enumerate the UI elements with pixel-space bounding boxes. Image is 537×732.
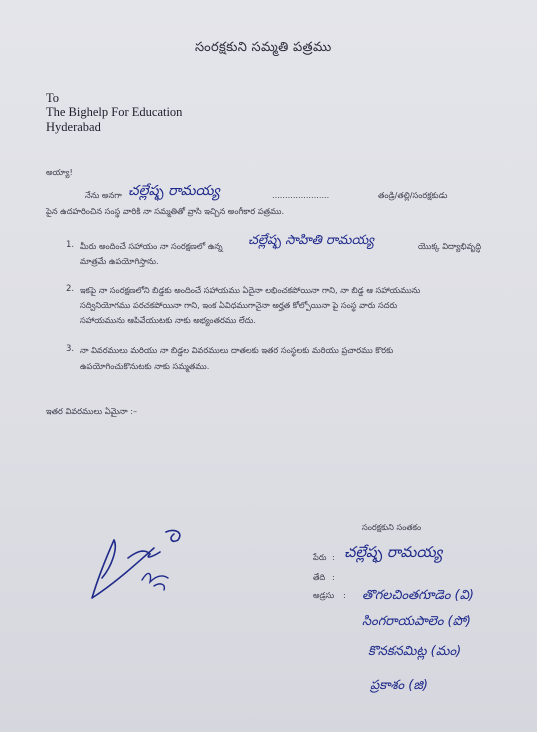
intro-prefix: నేను అనగా (85, 190, 122, 200)
intro-name-handwritten: చల్లేష్ఫ రామయ్య (128, 183, 220, 199)
document-title: సంరక్షకుని సమ్మతి పత్రము (195, 40, 332, 55)
address-line-1-handwritten: తొగలచింతగూడెం (వి) (362, 588, 474, 603)
address-line-2-handwritten: సింగరాయపాలెం (పో) (362, 614, 471, 629)
address-label: అడ్రసు (313, 590, 335, 600)
intro-suffix: తండ్రి/తల్లి/సంరక్షకుడు (378, 190, 448, 200)
point-1-line-1-suffix: యొక్క విద్యాభివృద్ధి (418, 241, 482, 251)
point-1-number: 1. (66, 240, 75, 250)
address-colon: : (343, 590, 346, 600)
date-label: తేది (313, 572, 326, 582)
recipient-org-name: The Bighelp For Education (46, 105, 183, 119)
point-2-line-1: ఇకపై నా సంరక్షణలోని బిడ్డకు అందించే సహాయము ఏదైనా లభించకపోయినా గాని, నా బిడ్డ ఆ సహాయమును (80, 285, 421, 295)
name-value-handwritten: చల్లేష్ఫ రామయ్య (344, 543, 443, 561)
name-colon: : (332, 552, 335, 562)
point-1-line-1-prefix: మీరు అందించే సహాయం నా సంరక్షణలో ఉన్న (80, 241, 223, 251)
recipient-city: Hyderabad (46, 120, 101, 134)
guardian-signature-label: సంరక్షకుని సంతకం (362, 522, 422, 532)
address-line-3-handwritten: కొనకనమిట్ల (మం) (368, 644, 462, 659)
point-1-child-name-handwritten: చల్లేష్ఫ సాహితి రామయ్య (248, 233, 374, 248)
point-3-line-2: ఉపయోగించుకొనుటకు నాకు సమ్మతము. (80, 361, 210, 371)
recipient-to-label: To (46, 91, 60, 105)
other-details-label: ఇతర వివరములు ఏమైనా :– (46, 406, 138, 416)
point-2-line-2: సద్వినియోగము పరచకపోయినా గాని, ఇంక ఏవిధముగానైనా అర్హత కోల్పోయినా పై సంస్థ వారు సదరు (80, 300, 398, 310)
point-1-line-2: మాత్రమే ఉపయోగిస్తాను. (80, 256, 159, 266)
salutation: అయ్యా! (46, 167, 73, 177)
point-2-line-3: సహాయమును ఆపివేయుటకు నాకు అభ్యంతరము లేదు. (80, 315, 256, 325)
point-2-number: 2. (66, 284, 75, 294)
intro-dots: ...................... (272, 190, 330, 200)
point-3-line-1: నా వివరములు మరియు నా బిడ్డల వివరములు దాతలకు ఇతర సంస్థలకు మరియు ప్రచారము కొరకు (80, 345, 394, 355)
address-line-4-handwritten: ప్రకాశం (జి) (370, 678, 428, 693)
intro-line-2: పైన ఉదహరించిన సంస్థ వారికి నా సమ్మతితో వ్రాసి ఇచ్చిన అంగీకార పత్రము. (46, 206, 285, 216)
point-3-number: 3. (66, 344, 75, 354)
date-colon: : (332, 572, 335, 582)
name-label: పేరు (313, 552, 327, 562)
witness-signature (84, 518, 194, 608)
